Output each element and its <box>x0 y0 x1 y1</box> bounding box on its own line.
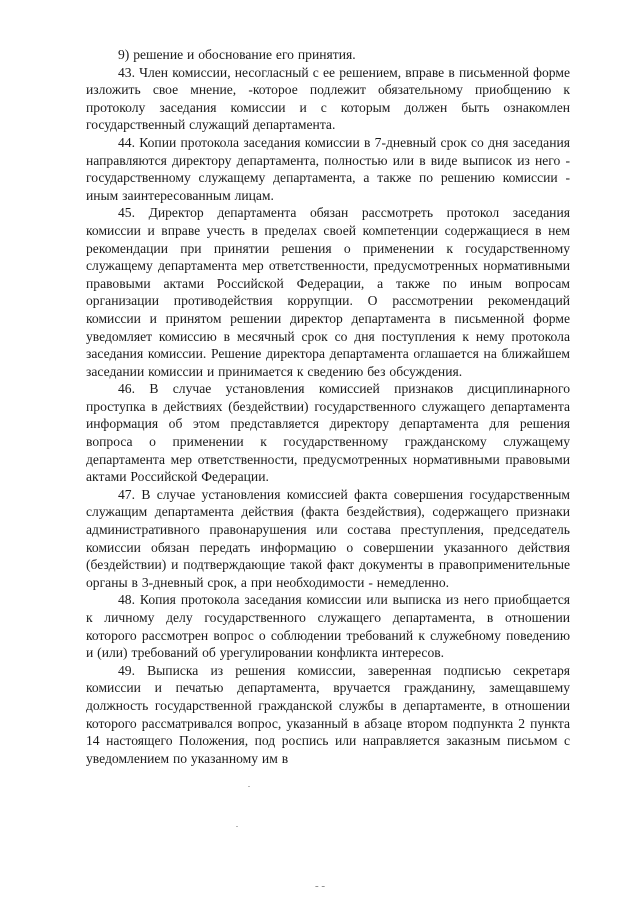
paragraph-text: 45. Директор департамента обязан рассмотреть протокол заседания комиссии и вправе учесть в пределах своей компетенции содержащиеся в нем рекомендации при принятии решения о применении к государственному служащему департамента мер ответственности, предусмотренных нормативными правовыми актами Российской Федерации, а также по иным вопросам организации противодействия коррупции. О рассмотрении рекомендаций комиссии и принятом решении директор департамента в письменной форме уведомляет комиссию в месячный срок со дня поступления к нему протокола заседания комиссии. Решение директора департамента оглашается на ближайшем заседании комиссии и принимается к сведению без обсуждения. <box>86 205 570 379</box>
paragraph-43 <box>86 64 570 134</box>
paragraph-45 <box>86 204 570 380</box>
paragraph-46 <box>86 380 570 486</box>
scan-speck <box>236 826 238 827</box>
paragraph-text: 43. Член комиссии, несогласный с ее решением, вправе в письменной форме изложить свое мнение, -которое подлежит обязательному приобщению к протоколу заседания комиссии и с которым должен быть ознакомлен государственный служащий департамента. <box>86 64 570 133</box>
paragraph-text: 44. Копии протокола заседания комиссии в 7-дневный срок со дня заседания направляются директору департамента, полностью или в виде выписок из него - государственному служащему департамента, а также по решению комиссии - иным заинтересованным лицам. <box>86 134 570 203</box>
paragraph-text: 48. Копия протокола заседания комиссии или выписка из него приобщается к личному делу государственного служащего департамента, в отношении которого рассмотрен вопрос о соблюдении требований к служебному поведению и (или) требований об урегулировании конфликта интересов. <box>86 592 570 661</box>
document-body <box>86 46 570 767</box>
paragraph-47 <box>86 486 570 592</box>
paragraph-44 <box>86 134 570 204</box>
paragraph-text: 46. В случае установления комиссией признаков дисциплинарного проступка в действиях (бездействии) государственного служащего департамента информация об этом представляется директору департамента для решения вопроса о применении к государственному гражданскому служащему департамента мер ответственности, предусмотренных нормативными правовыми актами Российской Федерации. <box>86 381 570 485</box>
paragraph-49 <box>86 662 570 768</box>
paragraph-text: 9) решение и обоснование его принятия. <box>118 47 356 62</box>
paragraph-text: 47. В случае установления комиссией факта совершения государственным служащим департамента действия (факта бездействия), содержащего признаки административного правонарушения или состава преступления, председатель комиссии обязан передать информацию о совершении указанного действия (бездействии) и подтверждающие такой факт документы в правоприменительные органы в 3-дневный срок, а при необходимости - немедленно. <box>86 486 570 590</box>
paragraph-48 <box>86 591 570 661</box>
scan-speck <box>248 786 250 787</box>
page-number-marker: - - <box>314 880 326 892</box>
paragraph-text: 49. Выписка из решения комиссии, заверенная подписью секретаря комиссии и печатью департамента, вручается гражданину, замещавшему должность государственной гражданской службы в департаменте, в отношении которого рассматривался вопрос, указанный в абзаце втором подпункта 2 пункта 14 настоящего Положения, под роспись или направляется заказным письмом с уведомлением по указанному им в <box>86 662 570 766</box>
paragraph-item-9 <box>86 46 570 64</box>
